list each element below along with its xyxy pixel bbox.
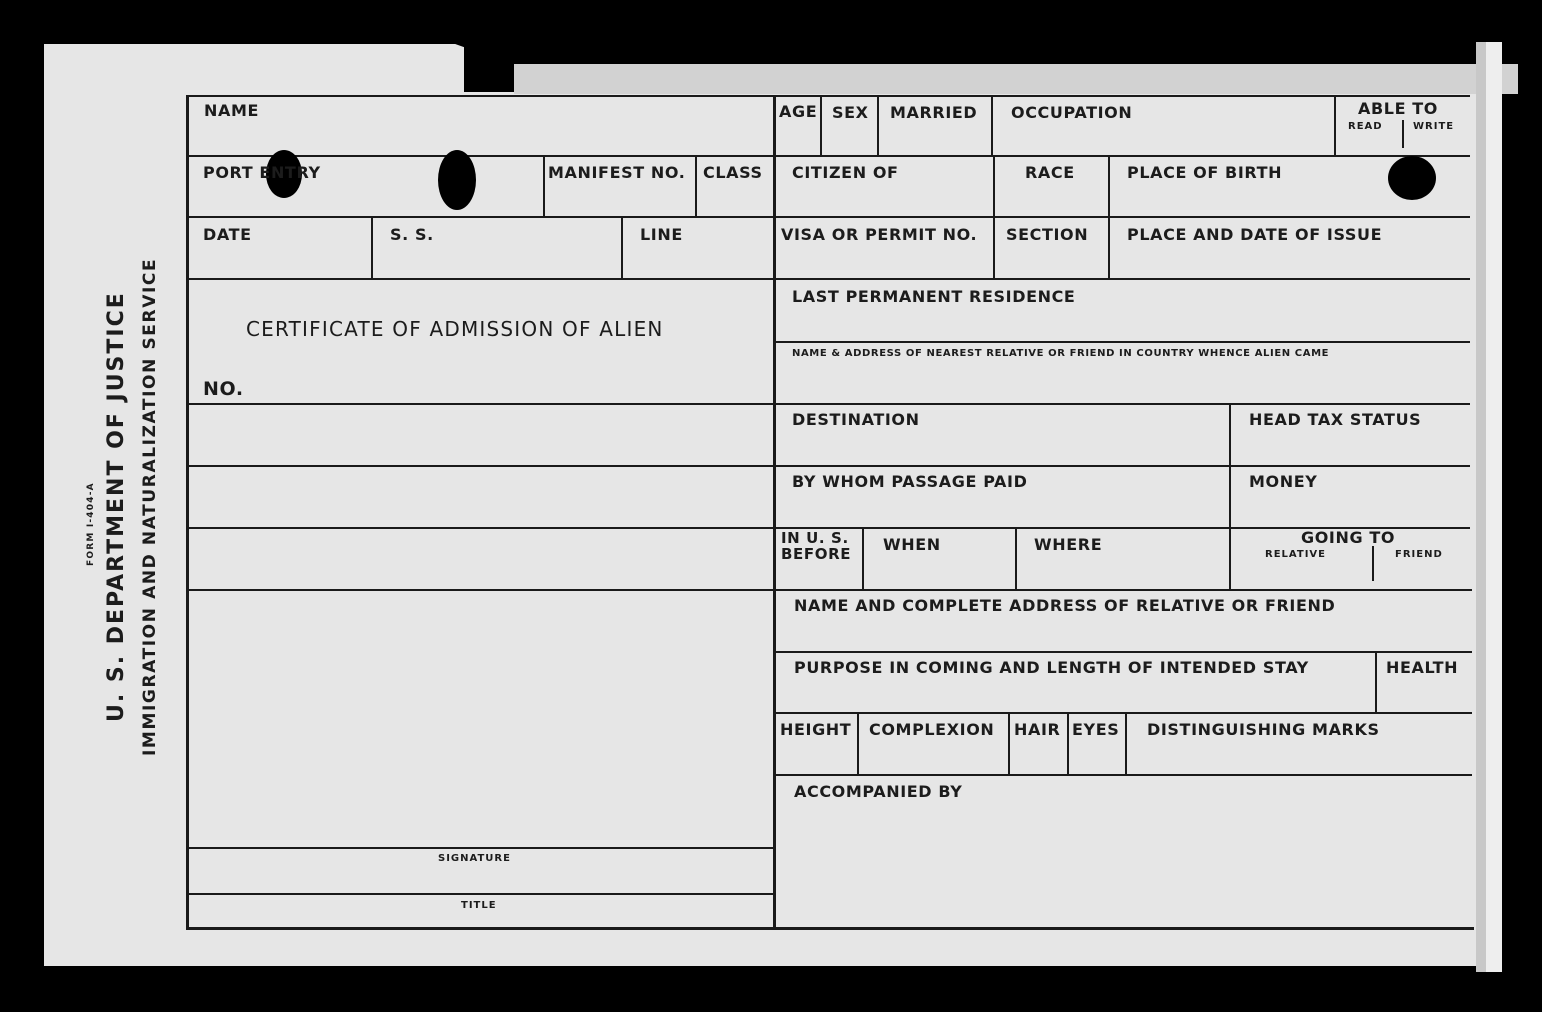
row-line <box>186 527 774 529</box>
row-line <box>186 893 774 895</box>
label-last-residence: LAST PERMANENT RESIDENCE <box>792 287 1076 306</box>
label-relative-address: NAME AND COMPLETE ADDRESS OF RELATIVE OR FRIEND <box>794 596 1336 615</box>
col-line <box>371 218 373 278</box>
label-destination: DESTINATION <box>792 410 920 429</box>
service-heading: IMMIGRATION AND NATURALIZATION SERVICE <box>140 257 160 756</box>
label-place-of-birth: PLACE OF BIRTH <box>1127 163 1283 182</box>
curled-edge <box>514 64 1518 94</box>
row-line <box>776 774 1472 776</box>
label-eyes: EYES <box>1072 720 1120 739</box>
col-line <box>877 97 879 155</box>
label-sex: SEX <box>832 103 869 122</box>
frame-divider <box>773 95 776 927</box>
label-going-to: GOING TO <box>1301 528 1396 547</box>
form-card <box>44 44 1476 966</box>
label-name: NAME <box>204 101 260 120</box>
label-port-of-entry: PORT ENTRY <box>203 163 321 182</box>
label-able-to: ABLE TO <box>1358 99 1438 118</box>
label-race: RACE <box>1025 163 1075 182</box>
row-line <box>186 155 1470 157</box>
label-friend: FRIEND <box>1395 549 1443 560</box>
label-read: READ <box>1348 121 1383 132</box>
col-line <box>1334 97 1336 155</box>
label-age: AGE <box>779 102 818 121</box>
card-side-edge <box>1476 42 1502 972</box>
col-line <box>1108 157 1110 278</box>
col-line <box>621 218 623 278</box>
punch-hole <box>438 150 476 210</box>
department-heading: U. S. DEPARTMENT OF JUSTICE <box>104 291 129 722</box>
label-occupation: OCCUPATION <box>1011 103 1133 122</box>
label-write: WRITE <box>1413 121 1455 132</box>
frame-left <box>186 95 189 930</box>
row-line <box>776 341 1470 343</box>
label-complexion: COMPLEXION <box>869 720 995 739</box>
label-distinguishing-marks: DISTINGUISHING MARKS <box>1147 720 1380 739</box>
certificate-title: CERTIFICATE OF ADMISSION OF ALIEN <box>246 317 664 341</box>
col-line <box>1067 714 1069 774</box>
row-line <box>186 465 774 467</box>
label-citizen-of: CITIZEN OF <box>792 163 899 182</box>
label-money: MONEY <box>1249 472 1318 491</box>
col-line <box>1015 529 1017 589</box>
col-line <box>1229 405 1231 589</box>
label-head-tax-status: HEAD TAX STATUS <box>1249 410 1422 429</box>
row-line <box>186 278 1470 280</box>
label-place-date-issue: PLACE AND DATE OF ISSUE <box>1127 225 1383 244</box>
form-number: FORM I-404-A <box>86 482 96 566</box>
label-passage-paid: BY WHOM PASSAGE PAID <box>792 472 1028 491</box>
col-line <box>993 157 995 278</box>
label-manifest-no: MANIFEST NO. <box>548 163 686 182</box>
label-health: HEALTH <box>1386 658 1459 677</box>
col-line <box>1008 714 1010 774</box>
label-married: MARRIED <box>890 103 978 122</box>
col-line <box>1372 546 1374 581</box>
col-line <box>820 97 822 155</box>
label-signature: SIGNATURE <box>438 853 511 864</box>
col-line <box>543 157 545 216</box>
label-height: HEIGHT <box>780 720 852 739</box>
label-title: TITLE <box>461 900 497 911</box>
row-line <box>776 651 1472 653</box>
punch-hole <box>1388 156 1436 200</box>
col-line <box>857 714 859 774</box>
col-line <box>991 97 993 155</box>
row-line <box>776 589 1472 591</box>
row-line <box>186 403 774 405</box>
row-line <box>776 465 1470 467</box>
row-line <box>776 712 1472 714</box>
label-accompanied-by: ACCOMPANIED BY <box>794 782 963 801</box>
frame-top <box>186 95 1470 97</box>
label-hair: HAIR <box>1014 720 1061 739</box>
label-class: CLASS <box>703 163 763 182</box>
label-nearest-relative: NAME & ADDRESS OF NEAREST RELATIVE OR FRIEND IN COUNTRY WHENCE ALIEN CAME <box>792 348 1330 359</box>
label-purpose: PURPOSE IN COMING AND LENGTH OF INTENDED STAY <box>794 658 1309 677</box>
label-date: DATE <box>203 225 252 244</box>
col-line <box>1402 120 1404 148</box>
row-line <box>776 403 1470 405</box>
col-line <box>1125 714 1127 774</box>
label-before: BEFORE <box>781 545 852 563</box>
col-line <box>1375 653 1377 712</box>
label-section: SECTION <box>1006 225 1089 244</box>
row-line <box>186 216 1470 218</box>
label-ss: S. S. <box>390 225 434 244</box>
label-no: NO. <box>203 378 244 400</box>
label-relative: RELATIVE <box>1265 549 1326 560</box>
label-visa-permit-no: VISA OR PERMIT NO. <box>781 225 978 244</box>
label-where: WHERE <box>1034 535 1103 554</box>
frame-bottom <box>186 927 1474 930</box>
col-line <box>695 157 697 216</box>
col-line <box>862 529 864 589</box>
label-in-us: IN U. S. <box>781 529 849 547</box>
row-line <box>186 847 774 849</box>
row-line <box>186 589 774 591</box>
label-when: WHEN <box>883 535 941 554</box>
label-line: LINE <box>640 225 683 244</box>
